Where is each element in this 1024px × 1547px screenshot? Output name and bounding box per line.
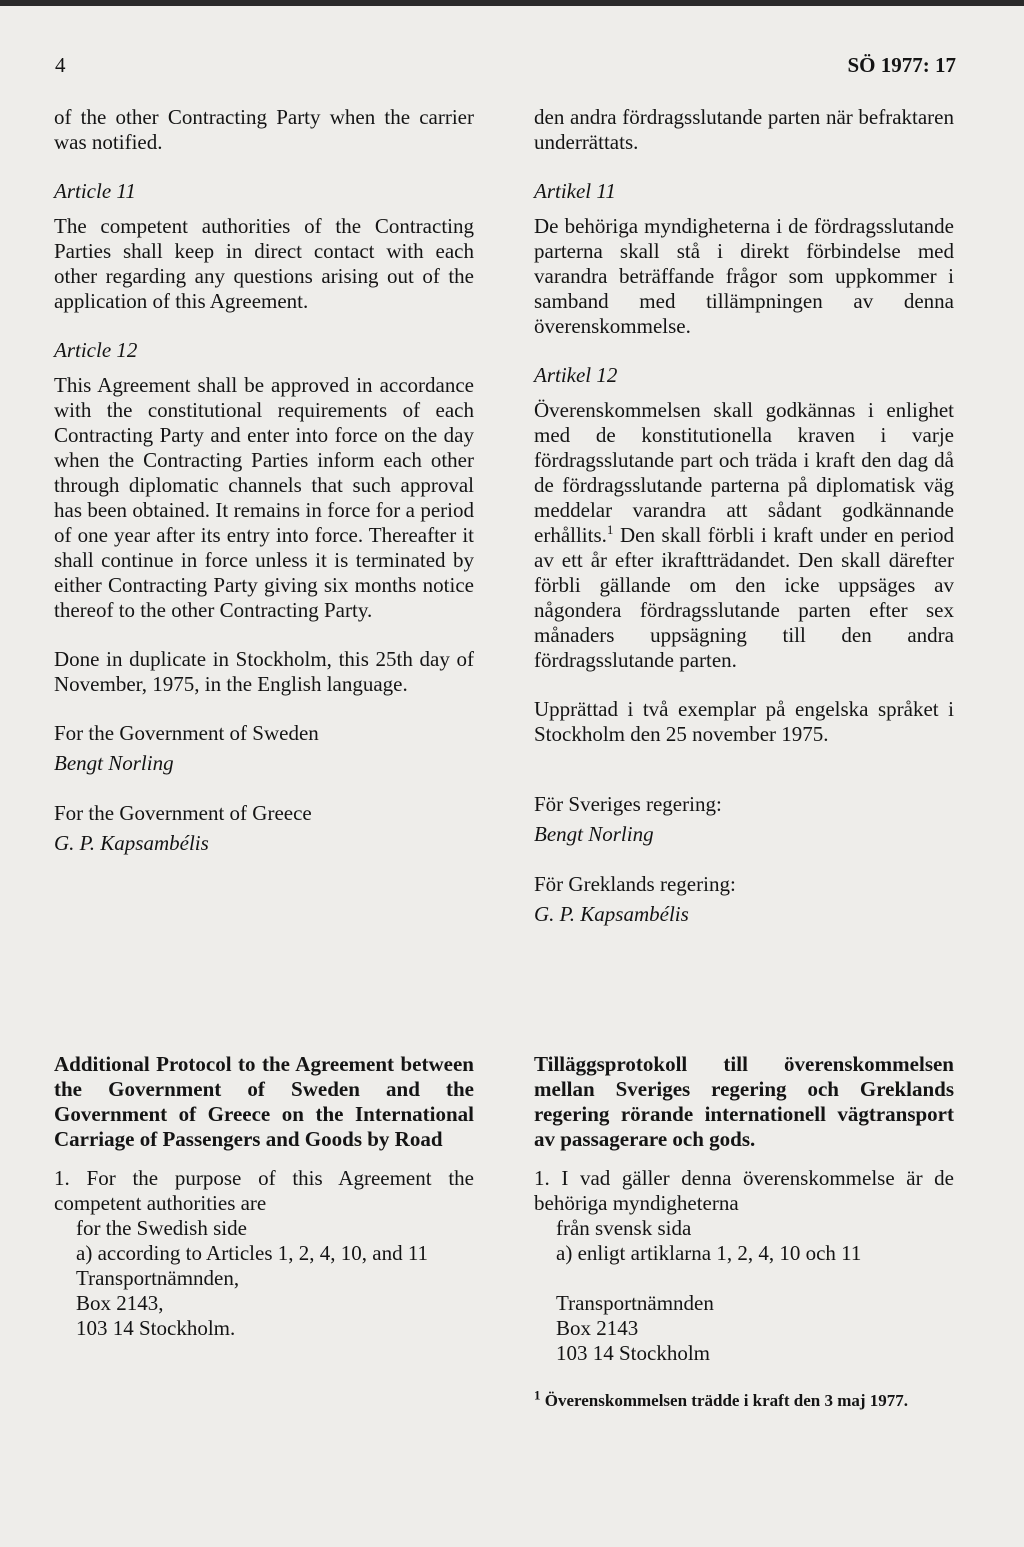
english-sweden-signatory: Bengt Norling (54, 751, 174, 775)
swedish-article-11-text: De behöriga myndigheterna i de fördragsslutande parterna skall stå i direkt förbindelse med varandra beträffande frågor som uppkommer i samband med tillämpningen av denna överenskommelse. (534, 214, 954, 338)
top-border (0, 0, 1024, 6)
page-number: 4 (55, 53, 66, 77)
swedish-sweden-signatory: Bengt Norling (534, 822, 654, 846)
swedish-sweden-label: För Sveriges regering: (534, 792, 722, 816)
english-sweden-label: For the Government of Sweden (54, 721, 319, 745)
swedish-column (534, 105, 954, 927)
footnote-mark: 1 (534, 1387, 541, 1403)
swedish-article-11-heading: Artikel 11 (534, 179, 616, 203)
english-address-line-3: 103 14 Stockholm. (76, 1316, 236, 1340)
swedish-done-statement: Upprättad i två exemplar på engelska språket i Stockholm den 25 november 1975. (534, 697, 954, 746)
swedish-greece-signatory: G. P. Kapsambélis (534, 902, 689, 926)
swedish-protocol-title: Tilläggsprotokoll till överenskommelsen mellan Sveriges regering och Greklands regering rörande internationell vägtransport av passagerare och gods. (534, 1052, 954, 1151)
english-protocol-item-1: 1. For the purpose of this Agreement the competent authorities are (54, 1166, 474, 1215)
english-article-12-text: This Agreement shall be approved in accordance with the constitutional requirements of each Contracting Party and enter into force on the day when the Contracting Parties inform each other through diplomatic channels that such approval has been obtained. It remains in force for a period of one year after its entry into force. Thereafter it shall continue in force unless it is terminated by either Contracting Party giving six months notice thereof to the other Contracting Party. (54, 373, 474, 622)
swedish-protocol (534, 1052, 954, 1366)
document-reference: SÖ 1977: 17 (847, 53, 956, 77)
english-protocol-sub-a: a) according to Articles 1, 2, 4, 10, and 11 (76, 1241, 429, 1265)
swedish-protocol-side: från svensk sida (556, 1216, 692, 1240)
footnote-text: Överenskommelsen trädde i kraft den 3 maj 1977. (540, 1391, 909, 1410)
footnote-reference: 1 (606, 522, 614, 537)
swedish-protocol-sub-a: a) enligt artiklarna 1, 2, 4, 10 och 11 (556, 1241, 862, 1265)
swedish-address-line-2: Box 2143 (556, 1316, 639, 1340)
english-greece-label: For the Government of Greece (54, 801, 312, 825)
english-article-11-heading: Article 11 (54, 179, 136, 203)
swedish-article-12-text-part1: Överenskommelsen skall godkännas i enlighet med de konstitutionella kraven i varje fördragsslutande part och träda i kraft den dag då de fördragsslutande parterna på diplomatisk väg meddelar varandra att sådant godkännande erhållits. (534, 398, 954, 547)
english-column (54, 105, 474, 856)
swedish-address-line-1: Transportnämnden (556, 1291, 714, 1315)
swedish-article-12-text-part2: Den skall förbli i kraft under en period av ett år efter ikraftträdandet. Den skall därefter förbli gällande om den icke uppsäges av någondera fördragsslutande parten efter sex månaders uppsägning till den andra fördragsslutande parten. (534, 523, 954, 672)
english-protocol-side: for the Swedish side (76, 1216, 247, 1240)
english-address-line-2: Box 2143, (76, 1291, 164, 1315)
swedish-article-12-heading: Artikel 12 (534, 363, 618, 387)
english-done-statement: Done in duplicate in Stockholm, this 25th day of November, 1975, in the English language. (54, 647, 474, 696)
swedish-intro: den andra fördragsslutande parten när befraktaren underrättats. (534, 105, 954, 154)
swedish-article-12-text (534, 398, 954, 673)
swedish-greece-label: För Greklands regering: (534, 872, 736, 896)
swedish-address-line-3: 103 14 Stockholm (556, 1341, 711, 1365)
english-article-12-heading: Article 12 (54, 338, 138, 362)
swedish-protocol-item-1: 1. I vad gäller denna överenskommelse är de behöriga myndigheterna (534, 1166, 954, 1215)
english-intro: of the other Contracting Party when the carrier was notified. (54, 105, 474, 154)
english-protocol (54, 1052, 474, 1341)
english-address-line-1: Transportnämnden, (76, 1266, 240, 1290)
english-article-11-text: The competent authorities of the Contracting Parties shall keep in direct contact with each other regarding any questions arising out of the application of this Agreement. (54, 214, 474, 313)
footnote (534, 1387, 954, 1411)
english-protocol-title: Additional Protocol to the Agreement between the Government of Sweden and the Government of Greece on the International Carriage of Passengers and Goods by Road (54, 1052, 474, 1151)
english-greece-signatory: G. P. Kapsambélis (54, 831, 209, 855)
